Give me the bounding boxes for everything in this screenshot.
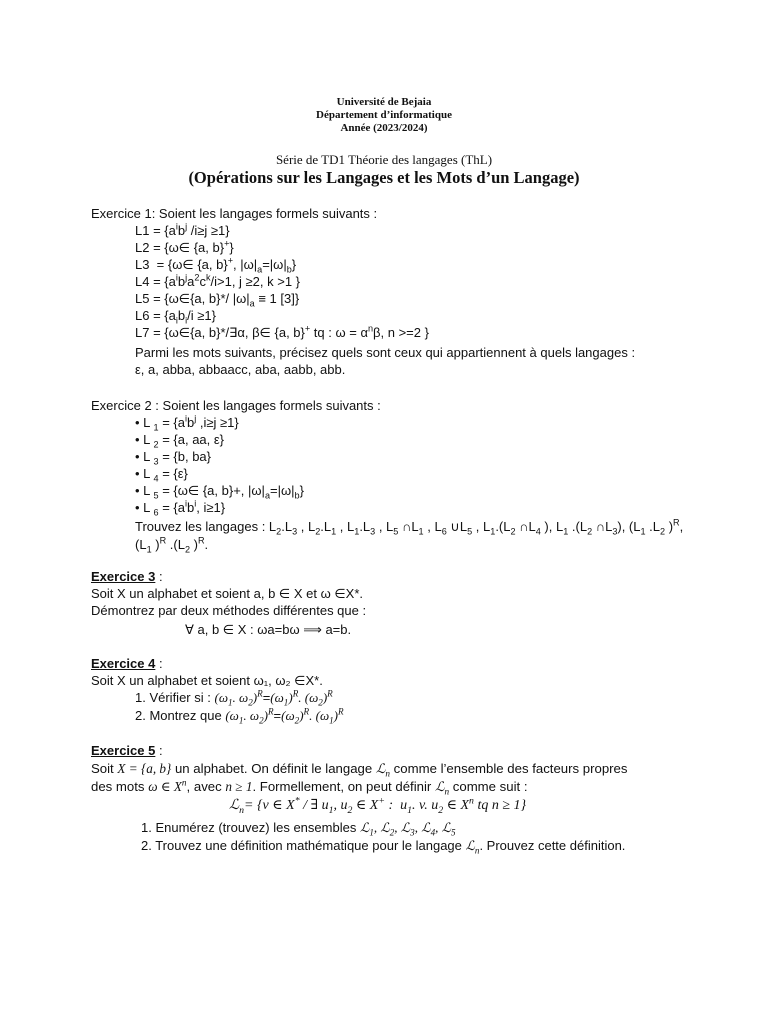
ex2-language-l3: • L $_3$ = {b, ba} — [135, 449, 212, 467]
university-name: Université de Bejaia — [336, 96, 432, 108]
exercise-5-line-1: Soit X = {a, b} un alphabet. On définit le langage ℒ$_n$ comme l’ensemble des facteurs propres — [91, 761, 628, 779]
exercise-4-item-2-label: 2. Montrez que — [135, 708, 222, 723]
ex5-text-define: un alphabet. On définit le langage — [174, 761, 373, 776]
ex5-text-with: , avec — [186, 779, 222, 794]
exercise-5-definition-formula: ℒ$_n$= {v ∈ X* / ∃ $u_1$, $u_2$ ∈ X+ : $u_1$. v. $u_2$ ∈ $X^n$ tq n ≥ 1} — [229, 795, 527, 816]
ex5-text-formally: . Formellement, on peut définir — [252, 779, 432, 794]
ex2-language-l5: • L $_5$ = {ω∈ {a, b}+, $|\omega|_a=|\omega|_b$} — [135, 483, 304, 501]
exercise-2-tasks: Trouvez les langages : $L_2.L_3$ , $L_2.L_1$ , $L_1.L_3$ , $L_5$ $\cap L_1$ , $L_6$ $\cup L_5$ , $L_1.(L_2$ $\cap L_4$ ), $L_1$ $.(L_2$ $\cap L_3$), ($L_1$ $.L_2$ )$^R$, — [135, 517, 684, 537]
exercise-2-tasks-cont: ($L_1$ )$^R$ $.(L_2$ )$^R$. — [135, 535, 209, 555]
ex1-language-l7: L7 = {ω∈{a, b}*/∃α, β∈ {a, b}+ tq : $\omega = \alpha^n\beta$, n >=2 } — [135, 323, 429, 340]
exercise-3-heading: Exercice 3 : — [91, 569, 163, 584]
ex1-language-l3: L3 = {ω∈ {a, b}+, $|\omega|_a=|\omega|_b$} — [135, 255, 297, 275]
exercise-4-item-1-label: 1. Vérifier si : — [135, 690, 211, 705]
ex1-language-l2: L2 = {ω∈ {a, b}+} — [135, 238, 234, 255]
ex5-text-words: des mots — [91, 779, 145, 794]
ex1-language-l4: $L4 = \{a^ib^ja^2c^k/i>1$, j ≥2, k >1 } — [135, 272, 301, 289]
exercise-4-heading: Exercice 4 : — [91, 656, 163, 671]
exercise-4-item-1: 1. Vérifier si : ($\omega_1$. $\omega_2)^R=(\omega_1)^R$. $(\omega_2)^R$ — [135, 688, 333, 708]
exercise-2-find-label: Trouvez les langages : — [135, 519, 266, 534]
exercise-3-formula: ∀ a, b ∈ X : ωa=bω ⟹ a=b. — [185, 622, 352, 637]
ex2-language-l4: • L $_4$ = {ε} — [135, 466, 188, 484]
exercise-1-words: ε, a, abba, abbaacc, aba, aabb, abb. — [135, 362, 346, 377]
exercise-4-item-2: 2. Montrez que ($\omega_1$. $\omega_2)^R=(\omega_2)^R$. $(\omega_1)^R$ — [135, 706, 344, 726]
exercise-4-title: Exercice 4 — [91, 656, 156, 671]
exercise-5-item-1-label: 1. Enumérez (trouvez) les ensembles — [141, 820, 357, 835]
ex5-text-factors: comme l’ensemble des facteurs propres — [393, 761, 628, 776]
exercise-3-line-2: Démontrez par deux méthodes différentes que : — [91, 603, 367, 618]
ex2-language-l2: • L $_2$ = {a, aa, ε} — [135, 432, 225, 450]
ex1-language-l1: $L1 = \{a^ib^j$ /i≥j ≥1} — [135, 221, 230, 238]
series-subtitle: (Opérations sur les Langages et les Mots d’un Langage) — [188, 168, 580, 187]
ex1-language-l6: $L6 = \{a_ib_i/i \ge 1\}$ — [135, 308, 216, 326]
exercise-5-title: Exercice 5 — [91, 743, 156, 758]
academic-year: Année (2023/2024) — [340, 122, 428, 134]
ex2-language-l6: • L $_6 = \{a^ib^i$, i≥1} — [135, 498, 226, 518]
exercise-1-intro: Exercice 1: Soient les langages formels suivants : — [91, 206, 378, 221]
exercise-5-item-2: 2. Trouvez une définition mathématique pour le langage ℒ$_n$. Prouvez cette définition. — [141, 838, 626, 856]
exercise-2-intro: Exercice 2 : Soient les langages formels suivants : — [91, 398, 381, 413]
exercise-3-title: Exercice 3 — [91, 569, 156, 584]
ex1-language-l5: L5 = {ω∈{a, b}*/ $|\omega|_a \equiv 1$ [3]} — [135, 291, 300, 309]
exercise-5-item-2-suffix: . Prouvez cette définition. — [479, 838, 626, 853]
exercise-5-item-1: 1. Enumérez (trouvez) les ensembles ℒ$_1$, ℒ$_2$, ℒ$_3$, ℒ$_4$, ℒ$_5$ — [141, 820, 456, 838]
exercise-1-question: Parmi les mots suivants, précisez quels sont ceux qui appartiennent à quels langages : — [135, 345, 636, 360]
ex5-text-soit: Soit — [91, 761, 114, 776]
series-title: Série de TD1 Théorie des langages (ThL) — [275, 152, 493, 167]
exercise-5-item-2-label: 2. Trouvez une définition mathématique pour le langage — [141, 838, 462, 853]
ex5-text-as-follows: comme suit : — [452, 779, 528, 794]
exercise-3-line-1: Soit X un alphabet et soient a, b ∈ X et ω ∈X*. — [91, 586, 364, 601]
exercise-4-line-1: Soit X un alphabet et soient ω₁, ω₂ ∈X*. — [91, 673, 323, 688]
exercise-5-line-2: des mots ω ∈ $X^n$, avec n ≥ 1. Formellement, on peut définir ℒ$_n$ comme suit : — [91, 777, 528, 797]
exercise-5-heading: Exercice 5 : — [91, 743, 163, 758]
department-name: Département d’informatique — [316, 109, 452, 121]
ex2-language-l1: • L $_1 = \{a^ib^j$ ,i≥j ≥1} — [135, 413, 239, 433]
